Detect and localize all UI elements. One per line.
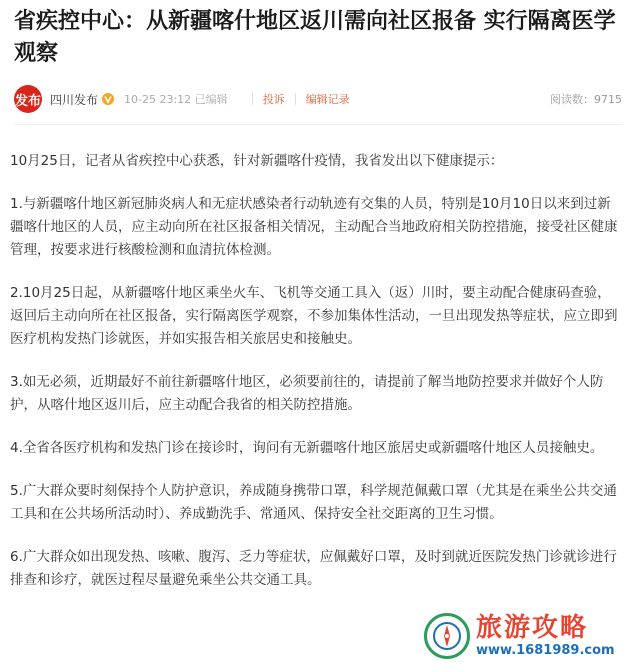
article-body — [10, 150, 622, 612]
edit-log-link[interactable]: 编辑记录 — [305, 93, 350, 106]
author-name[interactable]: 四川发布 — [50, 92, 99, 107]
site-watermark — [424, 604, 624, 668]
verified-icon — [102, 93, 114, 105]
paragraph-item: 2.10月25日起，从新疆喀什地区乘坐火车、飞机等交通工具入（返）川时，要主动配合健康码查验，返回后主动向所在社区报备，实行隔离医学观察，不参加集体性活动，一旦出现发热等症状，应立即到医疗机构发热门诊就医，并如实报告相关旅居史和接触史。 — [10, 285, 618, 347]
meta-divider — [252, 93, 253, 105]
author-avatar[interactable]: 发布 — [14, 85, 42, 113]
read-count: 阅读数：9715 — [550, 93, 622, 106]
watermark-name: 旅游攻略 — [476, 613, 589, 643]
paragraph-item: 3.如无必须，近期最好不前往新疆喀什地区，必须要前往的，请提前了解当地防控要求并做好个人防护，从喀什地区返川后，应主动配合我省的相关防控措施。 — [10, 374, 604, 413]
article-meta — [14, 84, 622, 114]
paragraph-intro: 10月25日，记者从省疾控中心获悉，针对新疆喀什疫情，我省发出以下健康提示： — [10, 153, 504, 169]
paragraph-item: 4.全省各医疗机构和发热门诊在接诊时，询问有无新疆喀什地区旅居史或新疆喀什地区人员接触史。 — [10, 440, 604, 456]
watermark-url: www.1681989.com — [476, 643, 615, 658]
publish-time: 10-25 23:12 已编辑 — [124, 93, 228, 106]
header-divider — [14, 124, 622, 125]
paragraph-item: 6.广大群众如出现发热、咳嗽、腹泻、乏力等症状，应佩戴好口罩，及时到就近医院发热门诊就诊进行排查和诊疗，就医过程尽量避免乘坐公共交通工具。 — [10, 549, 617, 588]
paragraph-item: 1.与新疆喀什地区新冠肺炎病人和无症状感染者行动轨迹有交集的人员，特别是10月10日以来到过新疆喀什地区的人员，应主动向所在社区报备相关情况，主动配合当地政府相关防控措施，接受社区健康管理，按要求进行核酸检测和血清抗体检测。 — [10, 196, 618, 258]
paragraph-item: 5.广大群众要时刻保持个人防护意识，养成随身携带口罩，科学规范佩戴口罩（尤其是在乘坐公共交通工具和在公共场所活动时）、养成勤洗手、常通风、保持安全社交距离的卫生习惯。 — [10, 483, 617, 522]
meta-divider — [295, 93, 296, 105]
report-link[interactable]: 投诉 — [262, 93, 285, 106]
article-title: 省疾控中心：从新疆喀什地区返川需向社区报备 实行隔离医学观察 — [14, 9, 616, 66]
compass-logo-icon — [424, 613, 470, 659]
